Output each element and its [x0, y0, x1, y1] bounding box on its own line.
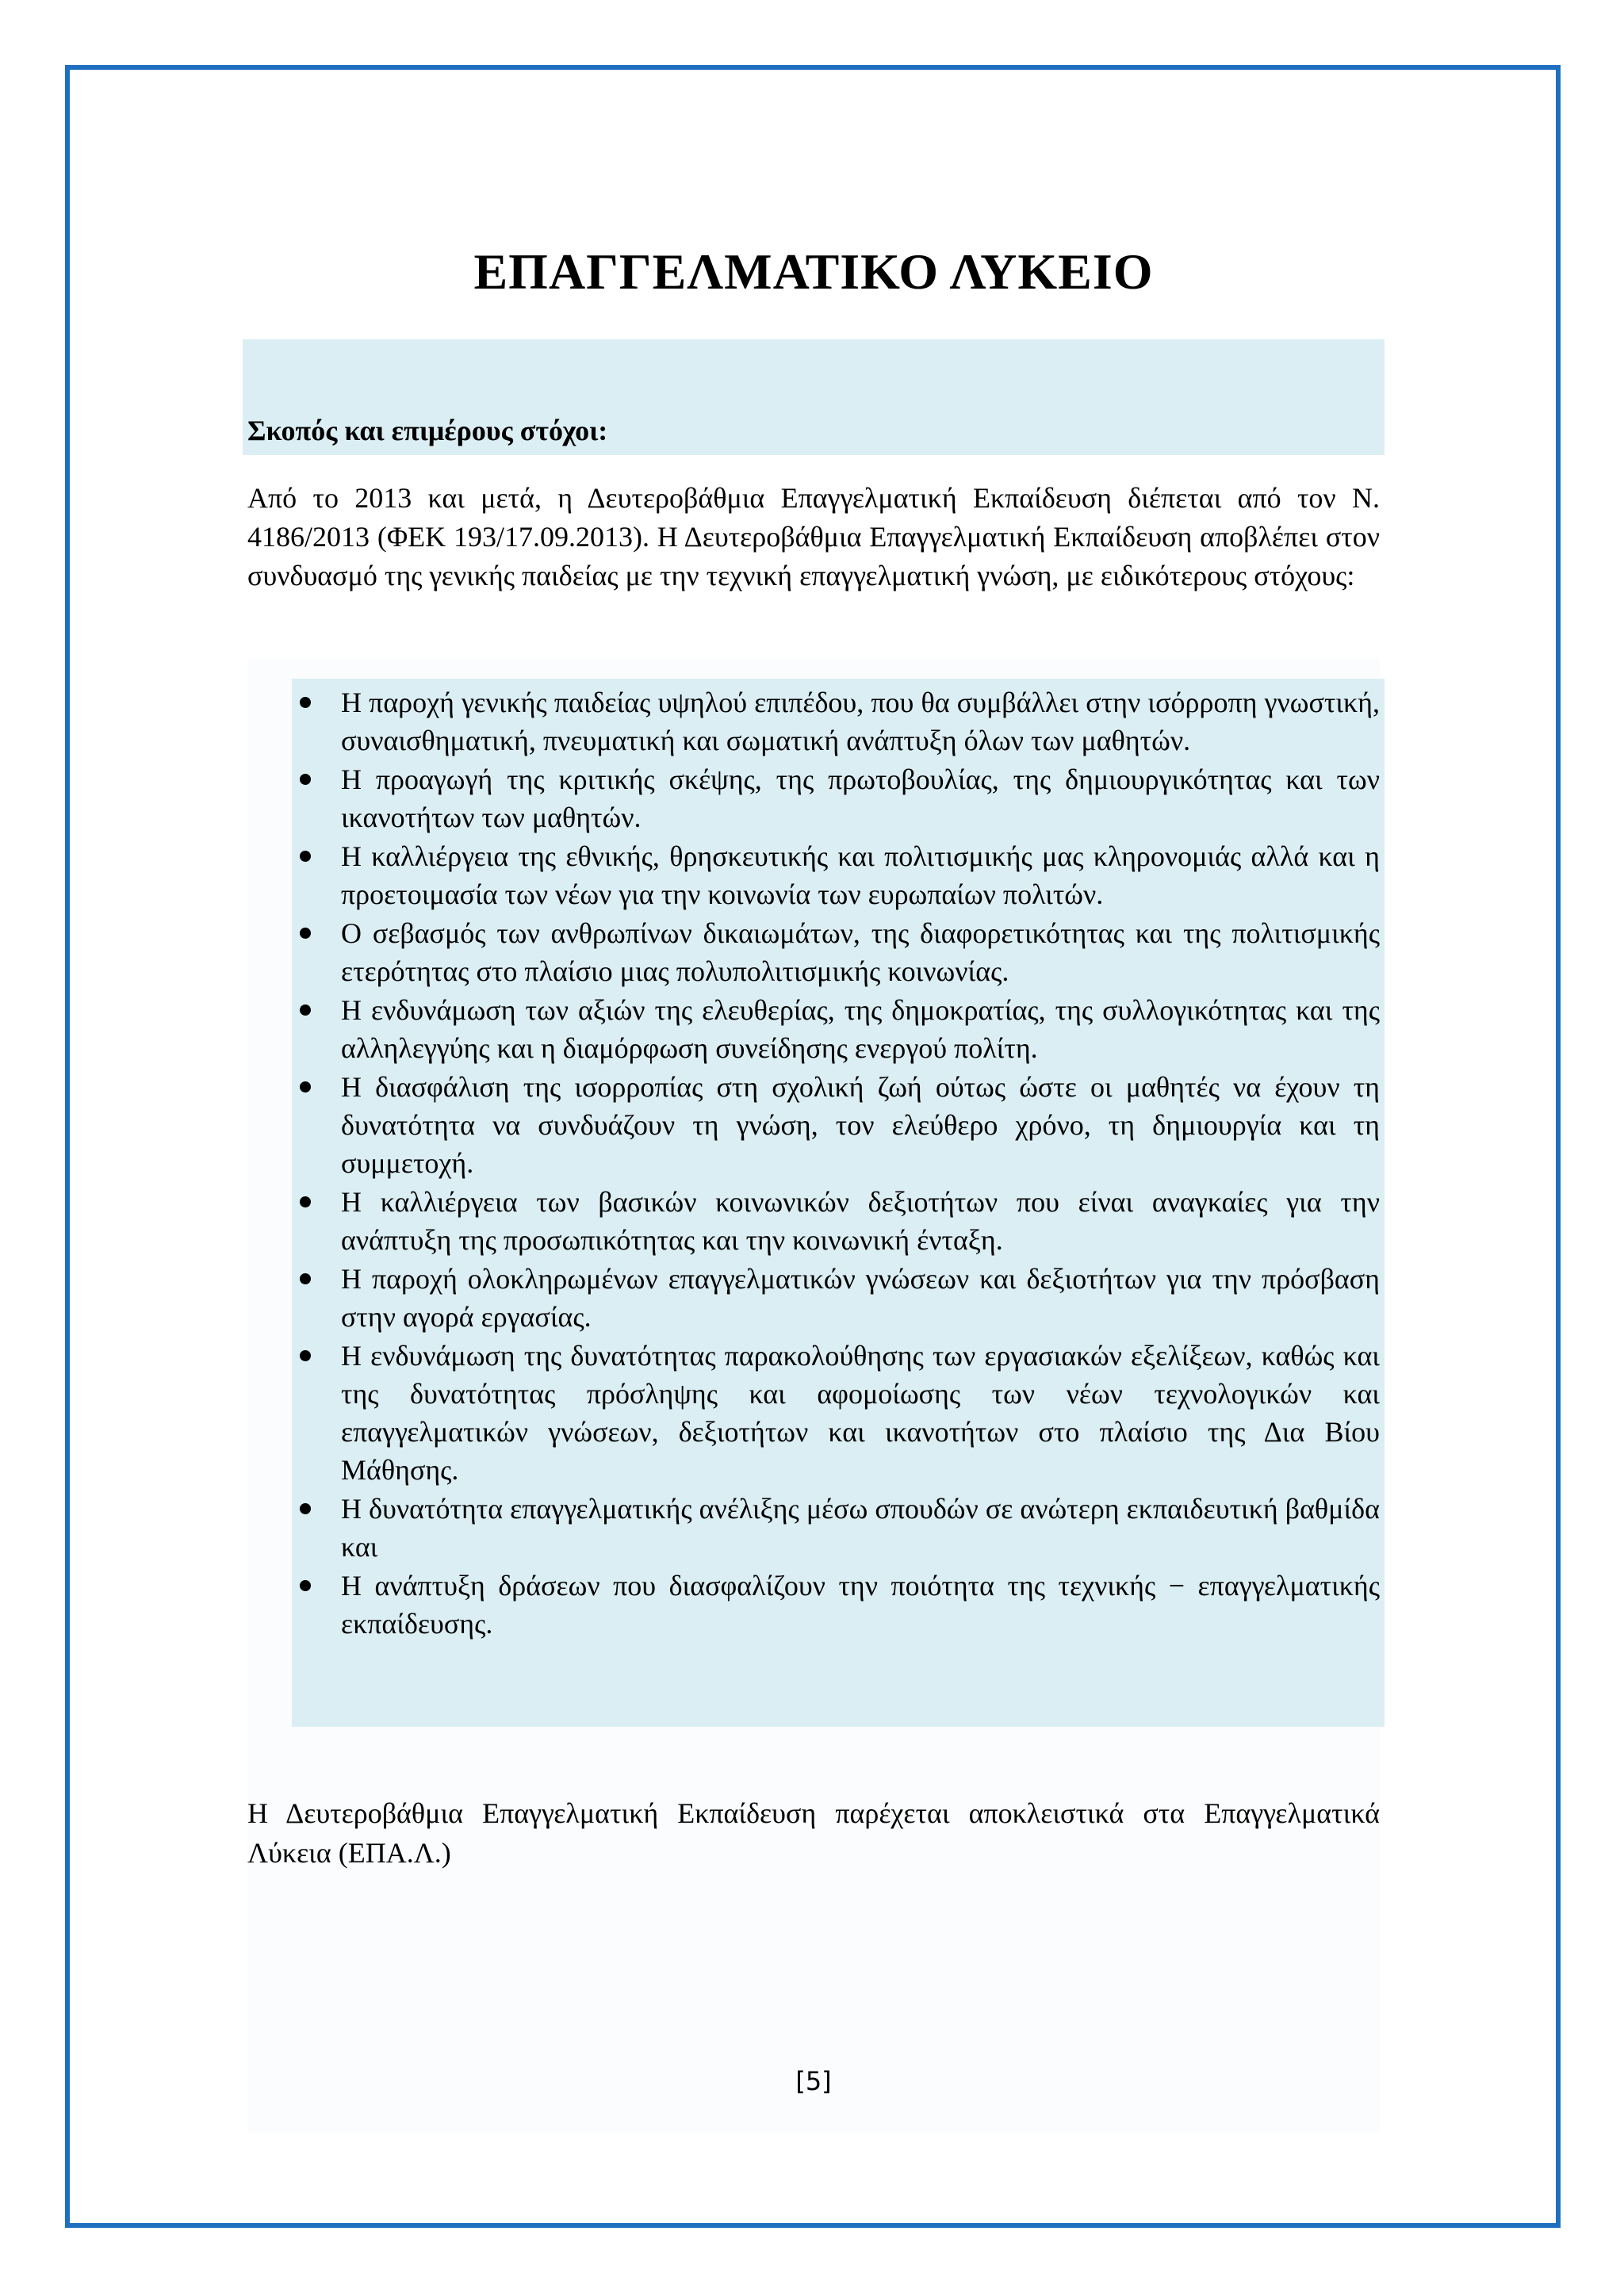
list-item [292, 683, 1385, 760]
bullet-icon [300, 928, 311, 939]
bullet-icon [300, 1580, 311, 1591]
bullet-icon [300, 1503, 311, 1514]
list-item-text: Η ενδυνάμωση της δυνατότητας παρακολούθησης των εργασιακών εξελίξεων, καθώς και της δυνατότητας πρόσληψης και αφομοίωσης των νέων τεχνολογικών και επαγγελματικών γνώσεων, δεξιοτήτων και ικανοτήτων στο πλαίσιο της Δια Βίου Μάθησης. [341, 1340, 1380, 1486]
list-item-text: Η παροχή γενικής παιδείας υψηλού επιπέδου, που θα συμβάλλει στην ισόρροπη γνωστική, συναισθηματική, πνευματική και σωματική ανάπτυξη όλων των μαθητών. [341, 687, 1380, 756]
list-item-text: Η καλλιέργεια των βασικών κοινωνικών δεξιοτήτων που είναι αναγκαίες για την ανάπτυξη της προσωπικότητας και την κοινωνική ένταξη. [341, 1186, 1380, 1256]
bullet-icon [300, 1081, 311, 1093]
list-item-text: Η παροχή ολοκληρωμένων επαγγελματικών γνώσεων και δεξιοτήτων για την πρόσβαση στην αγορά εργασίας. [341, 1263, 1380, 1333]
list-item [292, 914, 1385, 990]
bullet-icon [300, 1004, 311, 1016]
closing-paragraph: Η Δευτεροβάθμια Επαγγελματική Εκπαίδευση παρέχεται αποκλειστικά στα Επαγγελματικά Λύκεια (ΕΠΑ.Λ.) [247, 1797, 1380, 1869]
section-heading: Σκοπός και επιμέρους στόχοι: [247, 415, 608, 446]
bullet-icon [300, 1273, 311, 1284]
list-item [292, 1260, 1385, 1336]
list-item-text: Ο σεβασμός των ανθρωπίνων δικαιωμάτων, της διαφορετικότητας και της πολιτισμικής ετερότητας στο πλαίσιο μιας πολυπολιτισμικής κοινωνίας. [341, 917, 1380, 987]
intro-paragraph: Από το 2013 και μετά, η Δευτεροβάθμια Επαγγελματική Εκπαίδευση διέπεται από τον Ν. 4186/2013 (ΦΕΚ 193/17.09.2013). Η Δευτεροβάθμια Επαγγελματική Εκπαίδευση αποβλέπει στον συνδυασμό της γενικής παιδείας με την τεχνική επαγγελματική γνώση, με ειδικότερους στόχους: [247, 482, 1380, 591]
objectives-list [292, 683, 1385, 1644]
list-item [292, 1183, 1385, 1259]
list-item-text: Η δυνατότητα επαγγελματικής ανέλιξης μέσω σπουδών σε ανώτερη εκπαιδευτική βαθμίδα και [341, 1493, 1380, 1563]
list-item [292, 1337, 1385, 1489]
list-item-text: Η ανάπτυξη δράσεων που διασφαλίζουν την ποιότητα της τεχνικής − επαγγελματικής εκπαίδευσης. [341, 1570, 1380, 1640]
bullet-icon [300, 774, 311, 785]
bullet-icon [300, 851, 311, 862]
list-item-text: Η καλλιέργεια της εθνικής, θρησκευτικής και πολιτισμικής μας κληρονομιάς αλλά και η προετοιμασία των νέων για την κοινωνία των ευρωπαίων πολιτών. [341, 840, 1380, 910]
list-item [292, 991, 1385, 1067]
bullet-icon [300, 1350, 311, 1361]
bullet-icon [300, 1196, 311, 1207]
list-item [292, 1068, 1385, 1182]
list-item-text: Η ενδυνάμωση των αξιών της ελευθερίας, της δημοκρατίας, της συλλογικότητας και της αλληλεγγύης και η διαμόρφωση συνείδησης ενεργού πολίτη. [341, 994, 1380, 1064]
list-item [292, 1490, 1385, 1566]
list-item-text: Η διασφάλιση της ισορροπίας στη σχολική ζωή ούτως ώστε οι μαθητές να έχουν τη δυνατότητα να συνδυάζουν τη γνώση, τον ελεύθερο χρόνο, τη δημιουργία και τη συμμετοχή. [341, 1071, 1380, 1179]
list-item [292, 837, 1385, 913]
page-title: ΕΠΑΓΓΕΛΜΑΤΙΚΟ ΛΥΚΕΙΟ [473, 243, 1154, 300]
list-item [292, 1567, 1385, 1643]
page-number: [5] [795, 2066, 832, 2096]
list-item [292, 760, 1385, 836]
list-item-text: Η προαγωγή της κριτικής σκέψης, της πρωτοβουλίας, της δημιουργικότητας και των ικανοτήτων των μαθητών. [341, 763, 1380, 833]
bullet-icon [300, 697, 311, 708]
